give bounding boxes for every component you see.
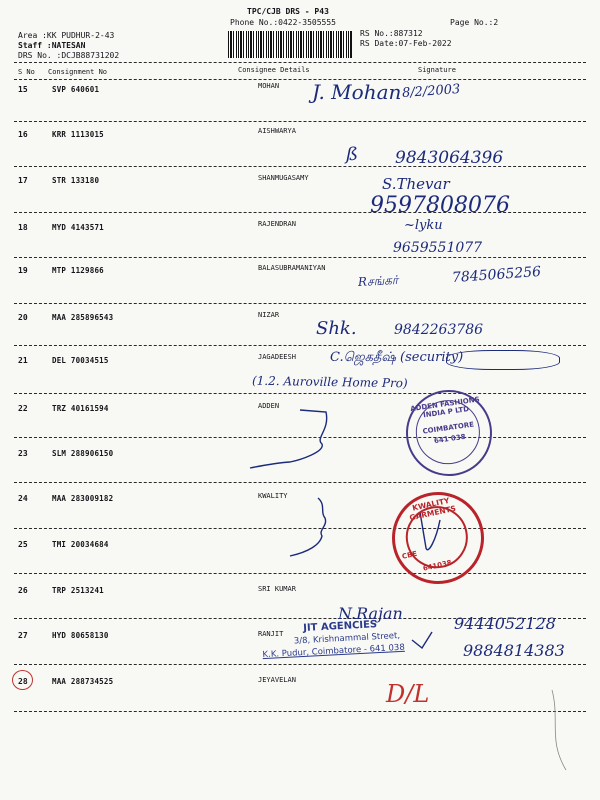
consignee-name: RAJENDRAN [258,220,296,228]
stamp-text: CBE [401,549,418,561]
col-header-consignee: Consignee Details [238,66,310,74]
stamp-text: COIMBATORE [422,420,475,436]
jit-agencies-stamp [261,617,423,667]
handwritten-date: 8/2/2003 [401,81,461,102]
consignee-name: JAGADEESH [258,353,296,361]
row-number: 23 [18,449,28,458]
handwritten-name: N.Rajan [338,604,403,623]
handwritten-name: C.ஜெகதீஷ் (security) [330,350,464,365]
row-number: 19 [18,266,28,275]
col-header-sno: S No [18,68,35,76]
row-number: 22 [18,404,28,413]
stamp-text: 641038 [422,558,453,573]
stamp-text: ADDEN FASHIONS INDIA P LTD [409,395,481,420]
row-number: 21 [18,356,28,365]
handwritten-signature: J. Mohan [312,80,402,104]
handwritten-phone: 9843064396 [395,148,504,168]
drs-number: DRS No. :DCJB88731202 [18,51,120,60]
col-header-signature: Signature [418,66,456,74]
consignment-number: TMI 20034684 [52,540,109,549]
consignee-name: KWALITY [258,492,288,500]
consignment-number: MAA 285896543 [52,313,114,322]
handwritten-delivered-mark: D/L [386,680,430,708]
consignment-number: MAA 283009182 [52,494,114,503]
consignee-name: SRI KUMAR [258,585,296,593]
rs-date: RS Date:07-Feb-2022 [360,39,452,48]
row-number: 27 [18,631,28,640]
row-number: 26 [18,586,28,595]
row-number: 16 [18,130,28,139]
document-title: TPC/CJB DRS - P43 [247,7,329,16]
paper-smudge [552,690,566,770]
row-number: 28 [18,677,28,686]
consignee-name: MOHAN [258,82,280,90]
signature-scribble [250,410,327,468]
consignment-number: TRZ 40161594 [52,404,109,413]
consignment-number: MAA 288734525 [52,677,114,686]
consignment-number: KRR 1113015 [52,130,104,139]
staff-field: Staff :NATESAN [18,41,86,50]
stamp-text: KWALITY GARMENTS [408,495,457,523]
consignee-name: AISHWARYA [258,127,296,135]
stamp-text: 641 038 [433,432,467,446]
row-number: 25 [18,540,28,549]
handwritten-note: (1.2. Auroville Home Pro) [251,373,408,391]
consignee-name: NIZAR [258,311,280,319]
consignment-number: STR 133180 [52,176,100,185]
row-number: 24 [18,494,28,503]
consignee-name: SHANMUGASAMY [258,174,309,182]
consignee-name: ADDEN [258,402,280,410]
row-number: 17 [18,176,28,185]
consignment-number: HYD 80658130 [52,631,109,640]
consignment-number: MTP 1129866 [52,266,104,275]
handwritten-phone: 9444052128 [454,614,556,633]
phone-number: Phone No.:0422-3505555 [230,18,336,27]
handwritten-signature: ß [346,144,359,165]
rs-number: RS No.:887312 [360,29,423,38]
consignment-number: DEL 70034515 [52,356,109,365]
consignment-number: SLM 288906150 [52,449,114,458]
handwritten-phone: 7845065256 [451,263,542,287]
handwritten-phone: 9597808076 [370,193,510,218]
row-number: 15 [18,85,28,94]
row-number: 18 [18,223,28,232]
stamp-text: K.K. Pudur, Coimbatore - 641 038 [262,642,406,661]
handwritten-signature: ~lyku [404,218,443,233]
col-header-consignment: Consignment No [48,68,108,76]
stamp-text: JIT AGENCIES [302,619,378,635]
consignment-number: SVP 640601 [52,85,100,94]
area-field: Area :KK PUDHUR-2-43 [18,31,115,40]
handwritten-signature: S.Thevar [382,175,450,193]
handwritten-signature: Shk. [316,318,357,339]
page-number: Page No.:2 [450,18,499,27]
handwritten-name: Rசங்கர் [357,272,399,290]
row-number: 20 [18,313,28,322]
handwritten-phone: 9842263786 [394,322,484,338]
handwritten-phone: 9659551077 [393,240,483,256]
consignee-name: BALASUBRAMANIYAN [258,264,326,272]
consignment-number: TRP 2513241 [52,586,104,595]
consignee-name: RANJIT [258,630,284,638]
consignee-name: JEYAVELAN [258,676,296,684]
stamp-text: 3/8, Krishnammal Street, [293,630,401,647]
signature-scribble [290,498,326,556]
consignment-number: MYD 4143571 [52,223,104,232]
handwritten-phone: 9884814383 [463,641,565,660]
